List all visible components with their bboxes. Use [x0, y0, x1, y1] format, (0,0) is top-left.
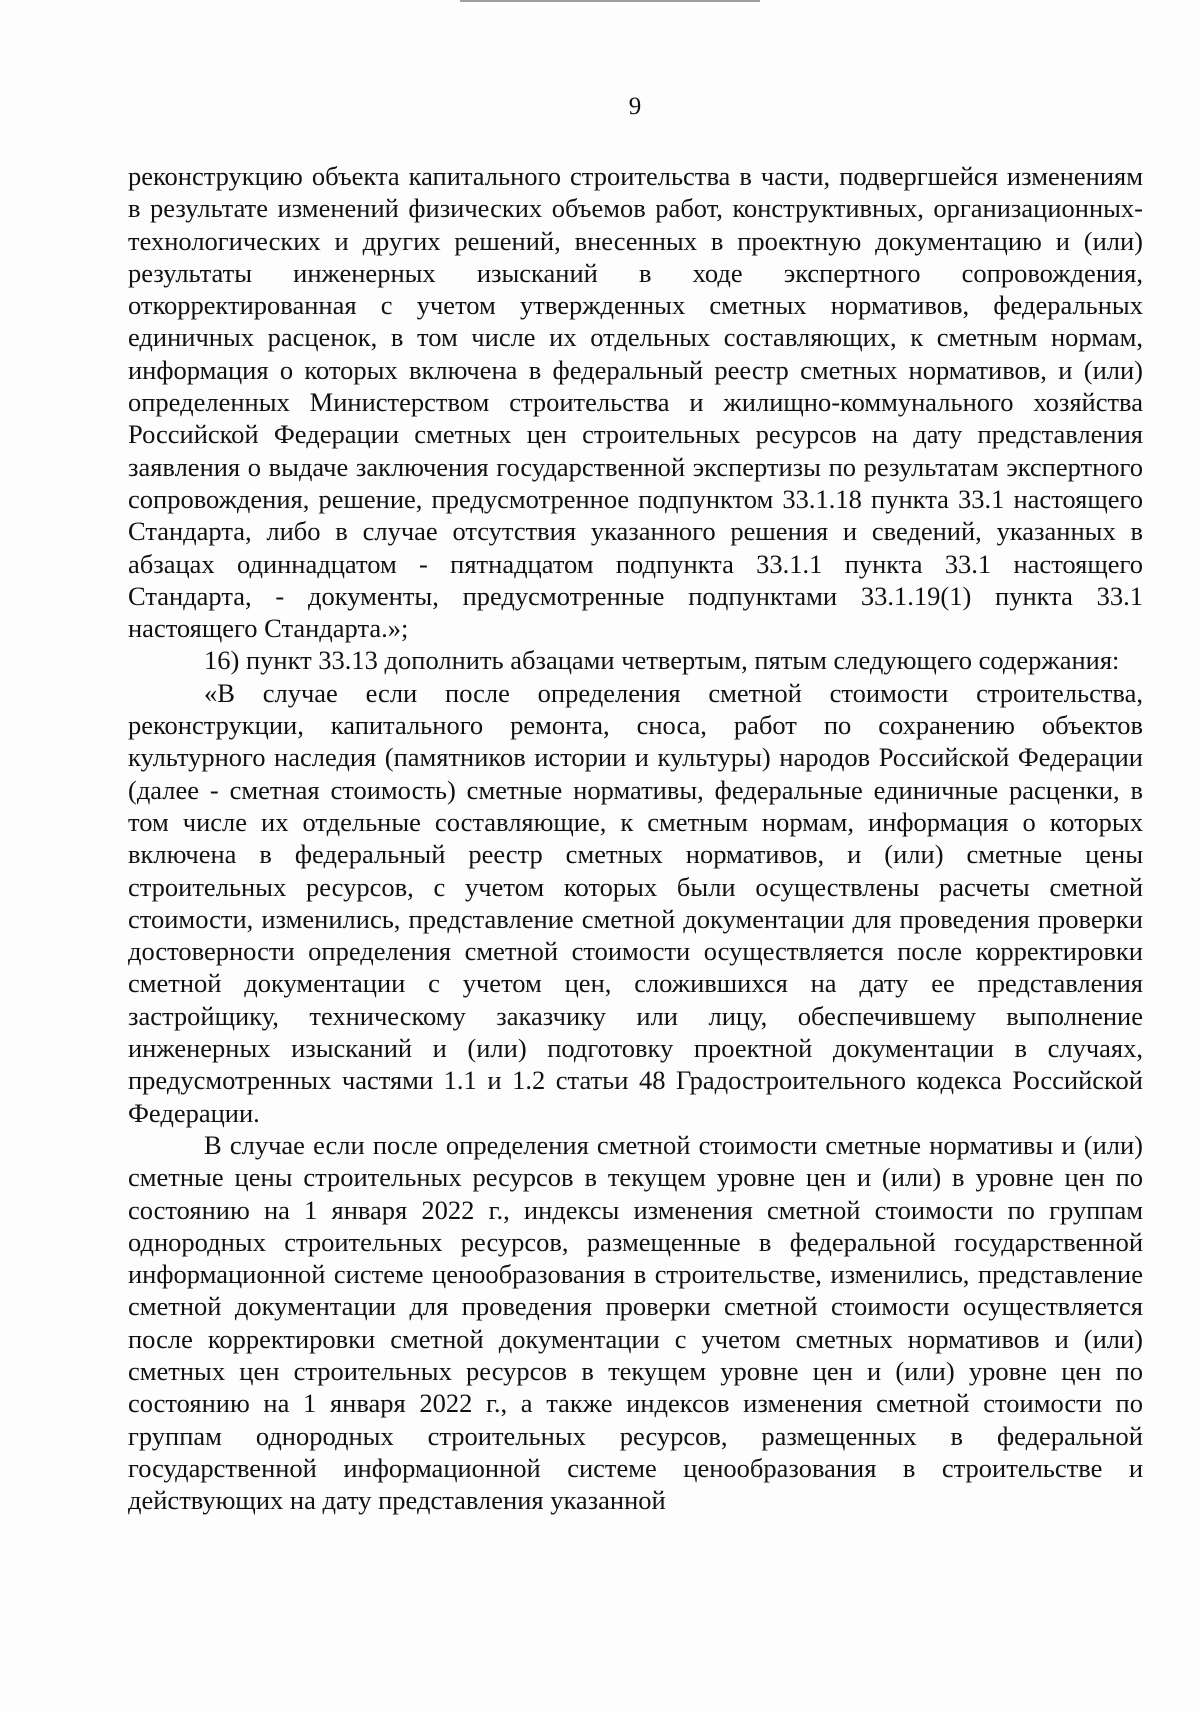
- scan-edge-line: [460, 0, 760, 2]
- document-body: [128, 160, 1143, 1516]
- paragraph-quote-fourth: «В случае если после определения сметной стоимости строительства, реконструкции, капитального ремонта, сноса, работ по сохранению объектов культурного наследия (памятников истории и культуры) народов Российской Федерации (далее - сметная стоимость) сметные нормативы, федеральные единичные расценки, в том числе их отдельные составляющие, к сметным нормам, информация о которых включена в федеральный реестр сметных нормативов, и (или) сметные цены строительных ресурсов, с учетом которых были осуществлены расчеты сметной стоимости, изменились, представление сметной документации для проведения проверки достоверности определения сметной стоимости осуществляется после корректировки сметной документации с учетом цен, сложившихся на дату ее представления застройщику, техническому заказчику или лицу, обеспечившему выполнение инженерных изысканий и (или) подготовку проектной документации в случаях, предусмотренных частями 1.1 и 1.2 статьи 48 Градостроительного кодекса Российской Федерации.: [128, 677, 1143, 1128]
- page-number: 9: [628, 93, 642, 120]
- paragraph-continuation: реконструкцию объекта капитального строительства в части, подвергшейся изменениям в результате изменений физических объемов работ, конструктивных, организационных-технологических и других решений, внесенных в проектную документацию и (или) результаты инженерных изысканий в ходе экспертного сопровождения, откорректированная с учетом утвержденных сметных нормативов, федеральных единичных расценок, в том числе их отдельных составляющих, к сметным нормам, информация о которых включена в федеральный реестр сметных нормативов, и (или) определенных Министерством строительства и жилищно-коммунального хозяйства Российской Федерации сметных цен строительных ресурсов на дату представления заявления о выдаче заключения государственной экспертизы по результатам экспертного сопровождения, решение, предусмотренное подпунктом 33.1.18 пункта 33.1 настоящего Стандарта, либо в случае отсутствия указанного решения и сведений, указанных в абзацах одиннадцатом - пятнадцатом подпункта 33.1.1 пункта 33.1 настоящего Стандарта, - документы, предусмотренные подпунктами 33.1.19(1) пункта 33.1 настоящего Стандарта.»;: [128, 161, 1143, 644]
- paragraph-quote-fifth: В случае если после определения сметной стоимости сметные нормативы и (или) сметные цены строительных ресурсов в текущем уровне цен и (или) в уровне цен по состоянию на 1 января 2022 г., индексы изменения сметной стоимости по группам однородных строительных ресурсов, размещенные в федеральной государственной информационной системе ценообразования в строительстве, изменились, представление сметной документации для проведения проверки сметной стоимости осуществляется после корректировки сметной документации с учетом сметных нормативов и (или) сметных цен строительных ресурсов в текущем уровне цен и (или) уровне цен по состоянию на 1 января 2022 г., а также индексов изменения сметной стоимости по группам однородных строительных ресурсов, размещенных в федеральной государственной информационной системе ценообразования в строительстве и действующих на дату представления указанной: [128, 1129, 1143, 1516]
- paragraph-item-16: 16) пункт 33.13 дополнить абзацами четвертым, пятым следующего содержания:: [204, 645, 1120, 676]
